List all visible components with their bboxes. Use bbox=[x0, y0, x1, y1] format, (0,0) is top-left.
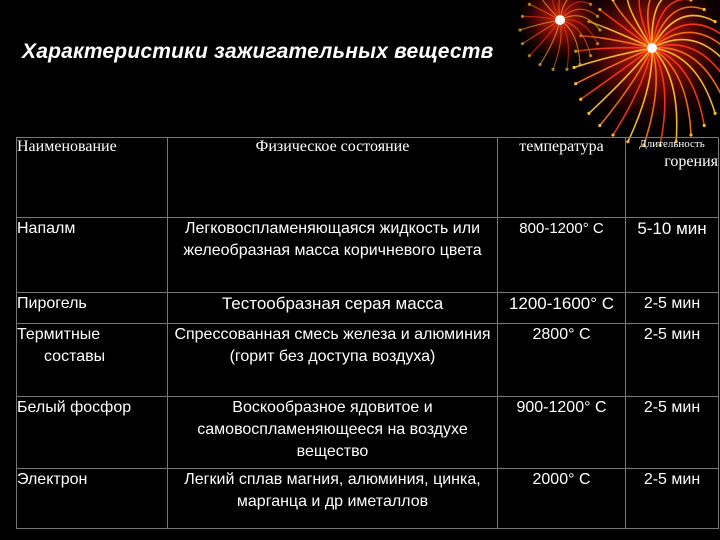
row-temperature: 2800° С bbox=[498, 324, 626, 397]
slide-title: Характеристики зажигательных веществ bbox=[22, 40, 494, 63]
header-temperature: температура bbox=[498, 138, 626, 218]
row-state: Легкий сплав магния, алюминия, цинка, марганца и др иметаллов bbox=[168, 469, 498, 529]
row-state: Тестообразная серая масса bbox=[168, 293, 498, 324]
table-row bbox=[17, 324, 719, 397]
row-state: Воскообразное ядовитое и самовоспламеняющееся на воздухе вещество bbox=[168, 397, 498, 469]
row-duration: 2-5 мин bbox=[626, 469, 719, 529]
row-temperature: 900-1200° С bbox=[498, 397, 626, 469]
row-state: Спрессованная смесь железа и алюминия (горит без доступа воздуха) bbox=[168, 324, 498, 397]
properties-table bbox=[16, 137, 719, 529]
row-state: Легковоспламеняющаяся жидкость или желеобразная масса коричневого цвета bbox=[168, 218, 498, 293]
row-name: Электрон bbox=[17, 469, 168, 529]
header-name: Наименование bbox=[17, 138, 168, 218]
header-duration bbox=[626, 138, 719, 218]
row-name-line1: Термитные bbox=[17, 326, 101, 343]
row-name: Напалм bbox=[17, 218, 168, 293]
row-name bbox=[17, 324, 168, 397]
row-duration: 2-5 мин bbox=[626, 293, 719, 324]
row-duration: 5-10 мин bbox=[626, 218, 719, 293]
table-row bbox=[17, 469, 719, 529]
header-state: Физическое состояние bbox=[168, 138, 498, 218]
row-name: Белый фосфор bbox=[17, 397, 168, 469]
row-temperature: 2000° С bbox=[498, 469, 626, 529]
row-temperature: 1200-1600° С bbox=[498, 293, 626, 324]
header-duration-line2: горения bbox=[664, 152, 718, 170]
row-duration: 2-5 мин bbox=[626, 324, 719, 397]
row-name-line2: составы bbox=[44, 348, 106, 365]
table-row bbox=[17, 397, 719, 469]
row-duration: 2-5 мин bbox=[626, 397, 719, 469]
table-row bbox=[17, 218, 719, 293]
row-name: Пирогель bbox=[17, 293, 168, 324]
header-duration-line1: Длительность bbox=[639, 138, 705, 150]
row-temperature: 800-1200° С bbox=[498, 218, 626, 293]
table-header-row bbox=[17, 138, 719, 218]
table-row bbox=[17, 293, 719, 324]
